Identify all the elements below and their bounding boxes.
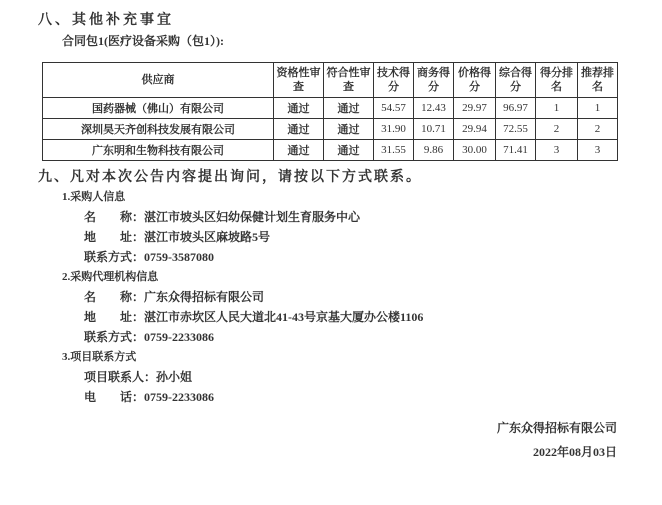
recommend-rank: 1 [578,98,618,119]
contact-method-label: 联系方式： [84,250,145,264]
score-rank: 2 [536,119,578,140]
compliance-result: 通过 [324,98,374,119]
supplier-name: 广东明和生物科技有限公司 [43,140,274,161]
agency-info-heading: 2.采购代理机构信息 [62,271,159,283]
business-score: 9.86 [414,140,454,161]
phone-label: 电 话： [84,390,145,404]
purchaser-info-heading: 1.采购人信息 [62,191,126,203]
purchaser-phone-value: 0759-3587080 [144,250,215,264]
agency-phone-value: 0759-2233086 [144,330,215,344]
qualification-result: 通过 [274,140,324,161]
table-row [43,119,618,140]
project-contact-heading: 3.项目联系方式 [62,351,137,363]
supplier-name: 国药器械（佛山）有限公司 [43,98,274,119]
agency-name-line [62,287,423,307]
technical-score: 54.57 [374,98,414,119]
column-header-total-score: 综合得分 [496,63,536,98]
score-rank: 3 [536,140,578,161]
price-score: 29.97 [454,98,496,119]
compliance-result: 通过 [324,119,374,140]
column-header-qualification-review: 资格性审查 [274,63,324,98]
section8-heading: 八、其他补充事宜 [38,13,174,28]
table-header-row [43,63,618,98]
agency-address-value: 湛江市赤坎区人民大道北41-43号京基大厦办公楼1106 [144,310,424,324]
agency-contact-line [62,327,423,347]
technical-score: 31.55 [374,140,414,161]
qualification-result: 通过 [274,98,324,119]
purchaser-address-value: 湛江市坡头区麻坡路5号 [144,230,271,244]
contact-person-label: 项目联系人： [84,370,157,384]
address-label: 地 址： [84,230,145,244]
recommend-rank: 2 [578,119,618,140]
column-header-supplier: 供应商 [43,63,274,98]
purchaser-info-block [62,187,423,267]
column-header-recommend-rank: 推荐排名 [578,63,618,98]
column-header-compliance-review: 符合性审查 [324,63,374,98]
contact-sections [62,187,423,407]
purchaser-contact-line [62,247,423,267]
table-row [43,140,618,161]
signature-company: 广东众得招标有限公司 [496,421,617,435]
name-label: 名 称： [84,210,145,224]
qualification-result: 通过 [274,119,324,140]
signature-block [497,416,617,464]
signature-date: 2022年08月03日 [532,445,617,459]
score-rank: 1 [536,98,578,119]
business-score: 10.71 [414,119,454,140]
recommend-rank: 3 [578,140,618,161]
contact-method-label: 联系方式： [84,330,145,344]
business-score: 12.43 [414,98,454,119]
agency-address-line [62,307,423,327]
section9-heading: 九、凡对本次公告内容提出询问，请按以下方式联系。 [38,170,422,185]
purchaser-address-line [62,227,423,247]
agency-name-value: 广东众得招标有限公司 [144,290,265,304]
project-phone-line [62,387,423,407]
project-contact-person-line [62,367,423,387]
supplier-score-table [42,62,618,161]
column-header-price-score: 价格得分 [454,63,496,98]
total-score: 71.41 [496,140,536,161]
price-score: 29.94 [454,119,496,140]
name-label: 名 称： [84,290,145,304]
technical-score: 31.90 [374,119,414,140]
purchaser-name-line [62,207,423,227]
total-score: 96.97 [496,98,536,119]
column-header-technical-score: 技术得分 [374,63,414,98]
agency-info-block [62,267,423,347]
contract-package-label: 合同包1(医疗设备采购（包1）): [62,34,224,48]
compliance-result: 通过 [324,140,374,161]
price-score: 30.00 [454,140,496,161]
purchaser-name-value: 湛江市坡头区妇幼保健计划生育服务中心 [144,210,361,224]
supplier-name: 深圳昊天齐创科技发展有限公司 [43,119,274,140]
project-contact-block [62,347,423,407]
project-phone-value: 0759-2233086 [144,390,215,404]
table-row [43,98,618,119]
column-header-score-rank: 得分排名 [536,63,578,98]
address-label: 地 址： [84,310,145,324]
contact-person-value: 孙小姐 [156,370,193,384]
total-score: 72.55 [496,119,536,140]
column-header-business-score: 商务得分 [414,63,454,98]
